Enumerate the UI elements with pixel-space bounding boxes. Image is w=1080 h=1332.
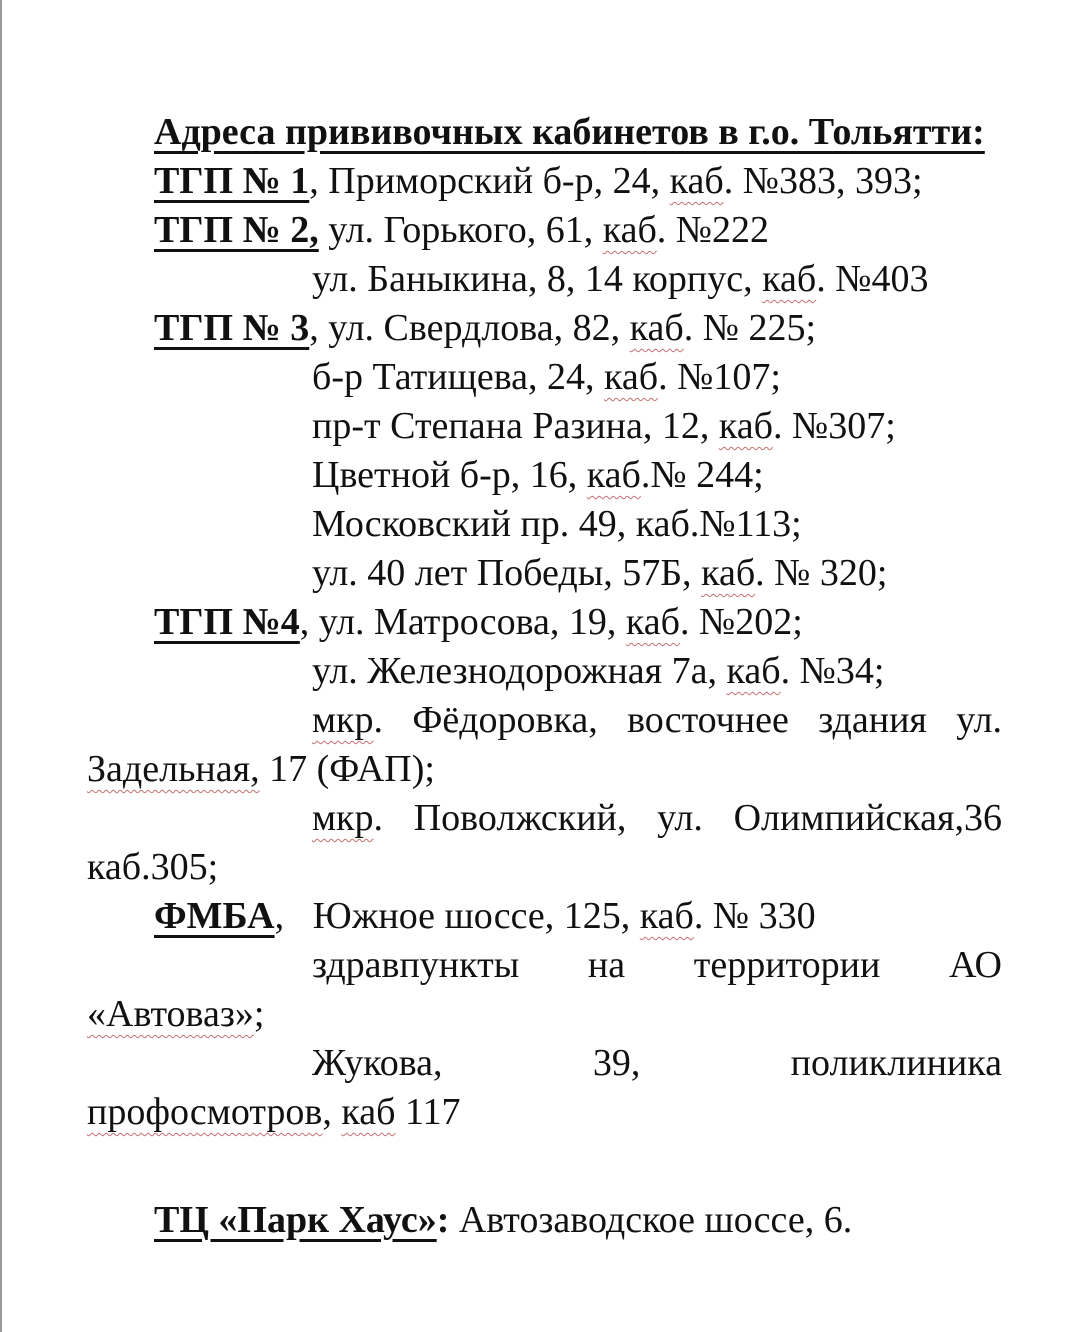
address-line-razina	[87, 402, 1002, 451]
section-head-parkhaus: ТЦ «Парк Хаус»	[154, 1199, 437, 1241]
address-text: . №222	[656, 209, 770, 251]
address-text: ул. Железнодорожная 7а,	[312, 650, 727, 692]
section-head-tgp1: ТГП № 1	[154, 160, 310, 202]
misspelled-word: каб	[341, 1091, 396, 1133]
address-text: ,	[322, 1091, 342, 1133]
address-line-fmba	[87, 892, 1002, 941]
misspelled-word: мкр	[312, 797, 374, 839]
address-text: . № 225;	[683, 307, 817, 349]
address-text: . Поволжский, ул. Олимпийская,36	[373, 797, 1002, 839]
address-text: Жукова, 39, поликлиника	[312, 1042, 1002, 1084]
address-text: ул. Горького, 61,	[318, 209, 603, 251]
address-line-avtovaz	[87, 990, 1002, 1039]
address-text: , ул. Свердлова, 82,	[309, 307, 630, 349]
address-text: Московский пр. 49, каб.№113;	[312, 503, 802, 545]
address-line-zheleznodorozhnaya	[87, 647, 1002, 696]
address-line-povolzhsky	[87, 794, 1002, 843]
address-text: , Южное шоссе, 125,	[274, 895, 640, 937]
address-line-profosmotry	[87, 1088, 1002, 1137]
title-text: Адреса прививочных кабинетов в г.о. Тольятти:	[154, 111, 985, 153]
misspelled-word: каб	[586, 454, 641, 496]
address-text: 17 (ФАП);	[259, 748, 435, 790]
section-head-tgp2: ТГП № 2,	[154, 209, 319, 251]
blank-line	[87, 1137, 1002, 1196]
address-text: . № 320;	[755, 552, 888, 594]
misspelled-word: каб	[762, 258, 817, 300]
misspelled-word: каб	[602, 209, 657, 251]
section-head-tgp4: ТГП №4	[154, 601, 300, 643]
misspelled-word: «Автоваз»	[87, 993, 254, 1035]
address-text: . №403	[816, 258, 929, 300]
misspelled-word: каб	[604, 356, 659, 398]
address-text: . Фёдоровка, восточнее здания ул.	[373, 699, 1002, 741]
head-colon: :	[436, 1199, 450, 1241]
address-text: здравпункты на территории АО	[312, 944, 1002, 986]
address-line-zhukova	[87, 1039, 1002, 1088]
address-text: . №107;	[658, 356, 781, 398]
address-text: . №202;	[680, 601, 803, 643]
address-text: . №383, 393;	[723, 160, 923, 202]
address-text: . №34;	[780, 650, 885, 692]
misspelled-word: Задельная,	[87, 748, 260, 790]
address-line-parkhaus	[87, 1196, 1002, 1245]
address-line-tgp1	[87, 157, 1002, 206]
address-line-pobedy	[87, 549, 1002, 598]
address-text: Цветной б-р, 16,	[312, 454, 587, 496]
address-text: Автозаводское шоссе, 6.	[449, 1199, 853, 1241]
address-line-tsvetnoy	[87, 451, 1002, 500]
misspelled-word: каб	[639, 895, 694, 937]
address-line-zdravpunkty	[87, 941, 1002, 990]
address-line-tgp3	[87, 304, 1002, 353]
address-text: ул. Баныкина, 8, 14 корпус,	[312, 258, 763, 300]
address-line-kab305	[87, 843, 1002, 892]
misspelled-word: каб	[726, 650, 781, 692]
address-line-tgp2	[87, 206, 1002, 255]
address-text: пр-т Степана Разина, 12,	[312, 405, 719, 447]
document-title	[87, 108, 1002, 157]
address-text: , Приморский б-р, 24,	[309, 160, 670, 202]
address-line-tgp4	[87, 598, 1002, 647]
address-line-tatishcheva	[87, 353, 1002, 402]
section-head-fmba: ФМБА	[154, 895, 275, 937]
address-text: каб.305;	[87, 846, 219, 888]
address-text: .№ 244;	[640, 454, 764, 496]
misspelled-word: профосмотров	[87, 1091, 323, 1133]
text-block	[87, 108, 1002, 1245]
misspelled-word: каб	[701, 552, 756, 594]
address-text: . №307;	[772, 405, 896, 447]
misspelled-word: каб	[718, 405, 773, 447]
misspelled-word: каб	[625, 601, 681, 643]
misspelled-word: мкр	[312, 699, 374, 741]
address-text: . № 330	[693, 895, 816, 937]
address-text: ;	[253, 993, 265, 1035]
address-text: ул. 40 лет Победы, 57Б,	[312, 552, 702, 594]
address-text: б-р Татищева, 24,	[312, 356, 605, 398]
address-text: 117	[395, 1091, 461, 1133]
address-line-zadelnaya	[87, 745, 1002, 794]
address-text: , ул. Матросова, 19,	[299, 601, 626, 643]
address-line-fyodorovka	[87, 696, 1002, 745]
misspelled-word: каб	[669, 160, 724, 202]
section-head-tgp3: ТГП № 3	[154, 307, 310, 349]
misspelled-word: каб	[629, 307, 684, 349]
address-line-moskovsky	[87, 500, 1002, 549]
address-line-banykina	[87, 255, 1002, 304]
